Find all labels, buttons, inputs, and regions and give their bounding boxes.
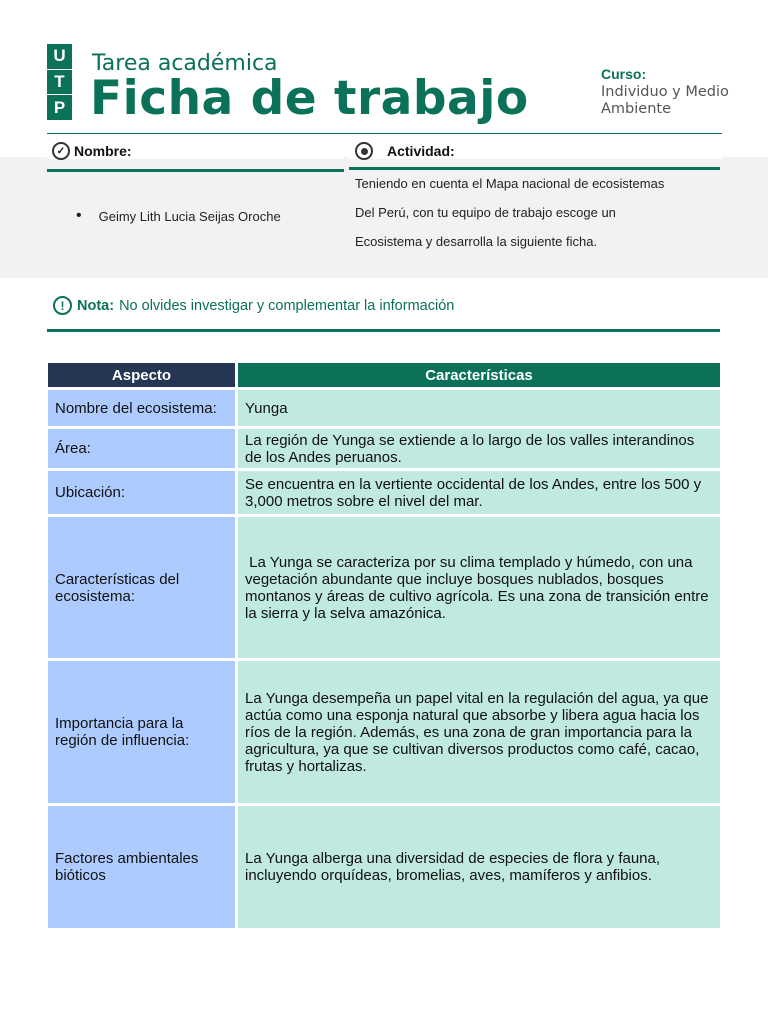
page-subtitle: Tarea académica (92, 51, 278, 76)
nombre-divider (47, 169, 344, 172)
aspect-cell: Área: (48, 429, 238, 471)
table-row (48, 390, 720, 429)
check-circle-icon: ✓ (52, 142, 70, 160)
activity-line: Teniendo en cuenta el Mapa nacional de ecosistemas (355, 176, 665, 191)
note-divider (47, 329, 720, 332)
value-cell: La Yunga desempeña un papel vital en la regulación del agua, ya que actúa como una esponja natural que absorbe y libera agua hacia los ríos de la región. Además, es una zona de gran importancia para la agricultura, ya que se cultivan diversos productos como café, cacao, frutas y hortalizas. (238, 661, 720, 806)
table-header-row (48, 363, 720, 390)
bullet-icon: • (76, 207, 82, 224)
logo-letter-u: U (47, 44, 72, 69)
course-label: Curso: (601, 66, 647, 82)
value-cell: La Yunga se caracteriza por su clima templado y húmedo, con una vegetación abundante que incluye bosques nublados, bosques montanos y áreas de cultivo agrícola. Es una zona de transición entre la sierra y la selva amazónica. (238, 517, 720, 661)
table-row (48, 806, 720, 931)
header-aspecto: Aspecto (48, 363, 238, 390)
value-cell: Yunga (238, 390, 720, 429)
aspect-cell: Factores ambientales bióticos (48, 806, 238, 931)
aspect-cell: Importancia para la región de influencia: (48, 661, 238, 806)
aspect-cell: Nombre del ecosistema: (48, 390, 238, 429)
course-value: Individuo y Medio Ambiente (601, 84, 729, 117)
value-cell: La Yunga alberga una diversidad de especies de flora y fauna, incluyendo orquídeas, bromelias, aves, mamíferos y anfibios. (238, 806, 720, 931)
value-cell: Se encuentra en la vertiente occidental de los Andes, entre los 500 y 3,000 metros sobre el nivel del mar. (238, 471, 720, 517)
table-row (48, 471, 720, 517)
student-name: Geimy Lith Lucia Seijas Oroche (98, 208, 281, 224)
note (53, 296, 454, 315)
logo-letter-p: P (47, 95, 72, 120)
value-cell: La región de Yunga se extiende a lo largo de los valles interandinos de los Andes peruanos. (238, 429, 720, 471)
ecosystem-table (48, 363, 720, 931)
nombre-section-header (52, 142, 132, 160)
aspect-cell: Ubicación: (48, 471, 238, 517)
note-text: No olvides investigar y complementar la información (119, 297, 455, 314)
activity-description (355, 169, 725, 256)
activity-line: Del Perú, con tu equipo de trabajo escoge un (355, 205, 616, 220)
header-caracteristicas: Características (238, 363, 720, 390)
table-row (48, 517, 720, 661)
logo-letter-t: T (47, 70, 72, 95)
actividad-label: Actividad: (387, 143, 455, 159)
page-title: Ficha de trabajo (90, 71, 529, 126)
utp-logo (47, 44, 72, 121)
exclamation-circle-icon: ! (53, 296, 72, 315)
actividad-section-header (355, 142, 455, 160)
note-label: Nota: (77, 297, 115, 314)
target-icon (355, 142, 373, 160)
header-divider (47, 133, 722, 134)
table-row (48, 661, 720, 806)
table-row (48, 429, 720, 471)
activity-line: Ecosistema y desarrolla la siguiente ficha. (355, 234, 598, 249)
aspect-cell: Características del ecosistema: (48, 517, 238, 661)
nombre-label: Nombre: (74, 143, 132, 159)
student-list-item (76, 207, 281, 225)
